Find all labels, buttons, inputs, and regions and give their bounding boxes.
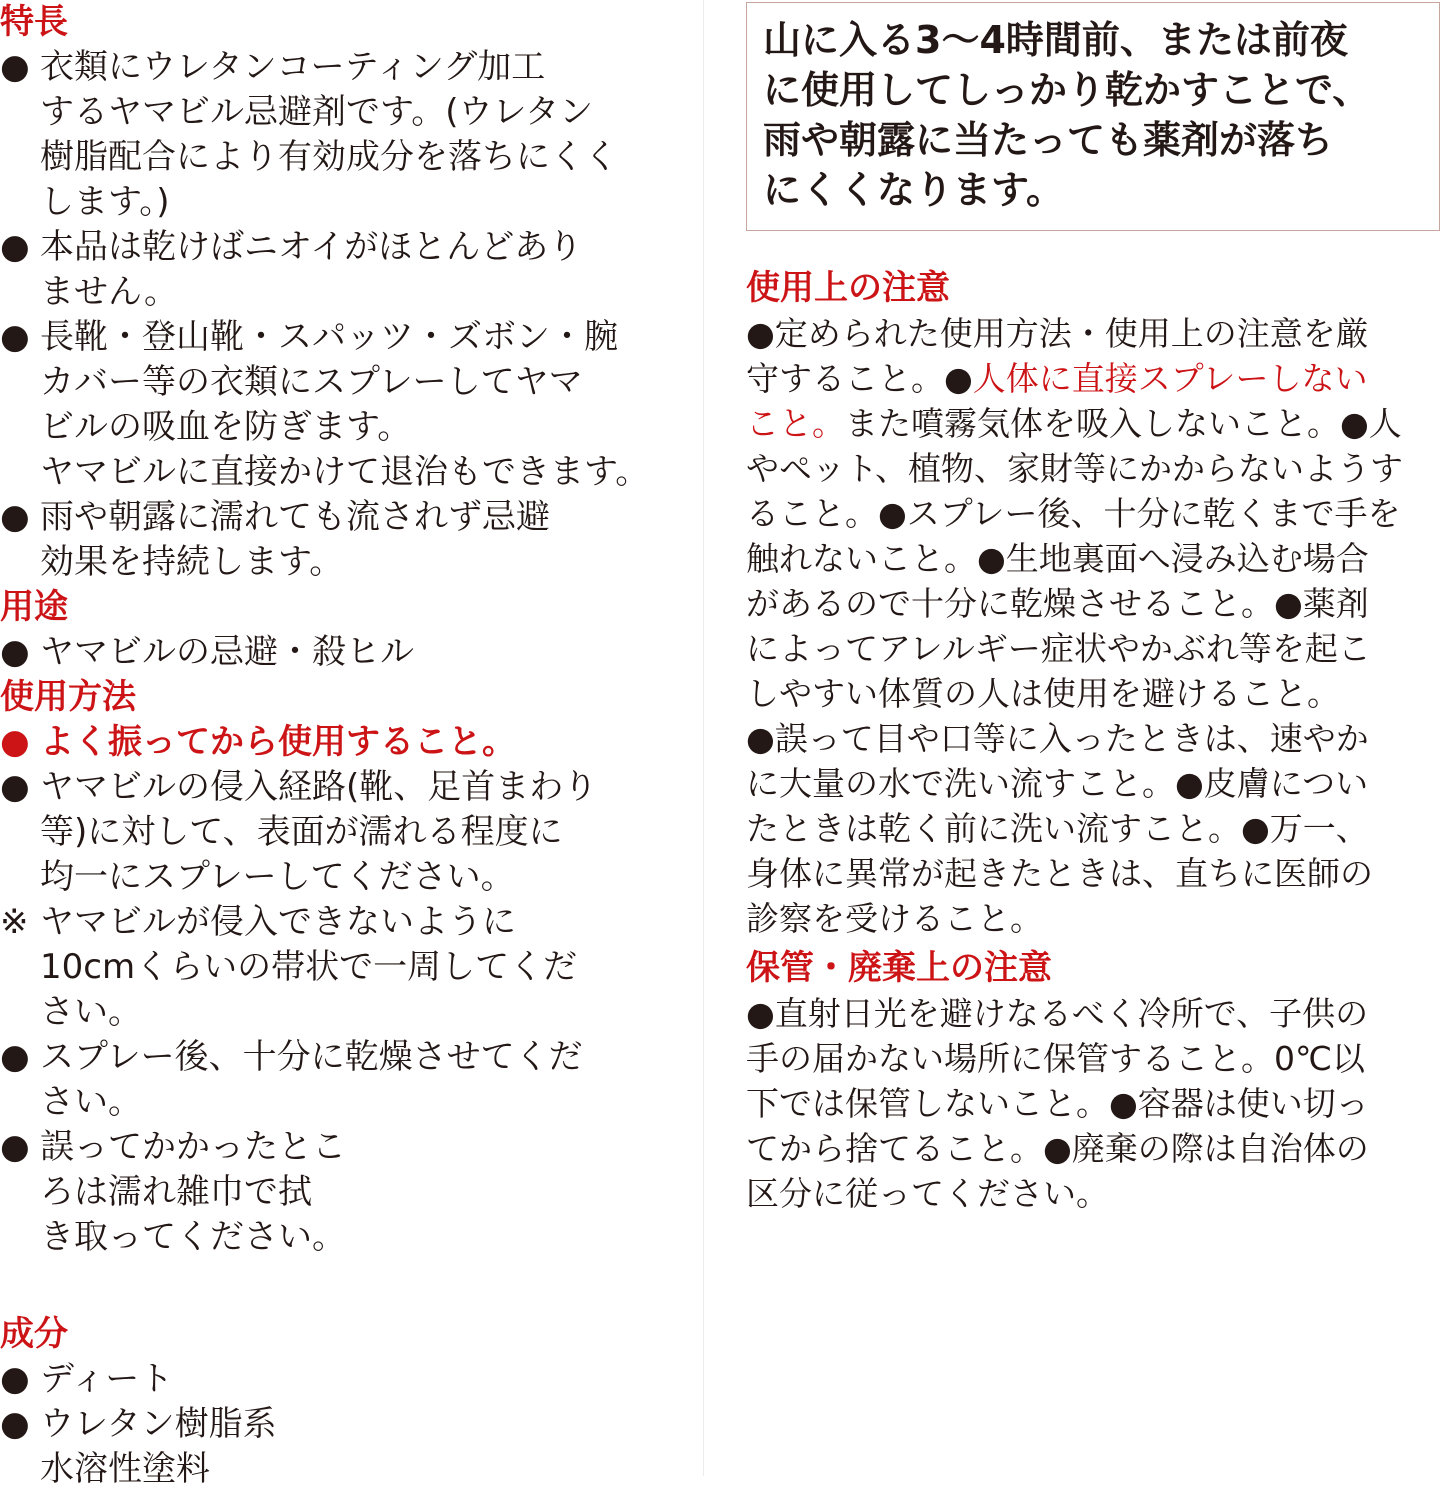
text-line: さい。 — [40, 992, 142, 1032]
text-line: があるので十分に乾燥させること。●薬剤 — [746, 584, 1369, 623]
list-item — [0, 45, 700, 225]
bullet-icon: ● — [0, 722, 30, 762]
section-storage-disposal — [746, 946, 1445, 1216]
list-item — [0, 315, 700, 495]
section-precautions — [746, 266, 1445, 941]
text-line: 雨や朝露に濡れても流されず忌避 — [40, 497, 550, 537]
text-line: ●定められた使用方法・使用上の注意を厳 — [746, 314, 1369, 353]
text-line: 下では保管しないこと。●容器は使い切っ — [746, 1084, 1369, 1123]
text-segment: また噴霧気体を吸入しないこと。●人 — [845, 404, 1402, 443]
text-line: 樹脂配合により有効成分を落ちにくく — [40, 137, 618, 177]
bullet-icon: ● — [0, 1404, 30, 1444]
list-item — [0, 1402, 700, 1492]
notice-line: 山に入る3〜4時間前、または前夜 — [763, 18, 1348, 62]
note-mark-icon: ※ — [0, 902, 29, 942]
text-line: 診察を受けること。 — [746, 899, 1043, 938]
bullet-icon: ● — [0, 1359, 30, 1399]
list-item — [0, 765, 700, 900]
text-line: 手の届かない場所に保管すること。0℃以 — [746, 1039, 1366, 1078]
text-line: 均一にスプレーしてください。 — [40, 857, 515, 897]
bullet-icon: ● — [0, 47, 30, 87]
text-line: 水溶性塗料 — [40, 1449, 210, 1489]
text-line: ろは濡れ雑巾で拭 — [40, 1172, 312, 1212]
text-line: 10cmくらいの帯状で一周してくだ — [40, 947, 578, 987]
notice-box — [746, 2, 1440, 231]
section-ingredients — [0, 1312, 700, 1492]
bullet-icon: ● — [0, 1037, 30, 1077]
section-features — [0, 0, 700, 585]
text-line — [746, 356, 1445, 401]
section-title-usage: 用途 — [0, 587, 68, 627]
bullet-icon: ● — [0, 227, 30, 267]
text-line: しやすい体質の人は使用を避けること。 — [746, 674, 1340, 713]
list-item — [0, 495, 700, 585]
text-line: によってアレルギー症状やかぶれ等を起こ — [746, 629, 1371, 668]
text-line: ディート — [40, 1359, 174, 1399]
section-title-ingredients: 成分 — [0, 1314, 68, 1354]
text-line: カバー等の衣類にスプレーしてヤマ — [40, 362, 583, 402]
text-line: するヤマビル忌避剤です。(ウレタン — [40, 92, 594, 132]
warning-text: 人体に直接スプレーしない — [972, 359, 1368, 398]
text-line: 衣類にウレタンコーティング加工 — [40, 47, 546, 87]
list-item-warning — [0, 720, 700, 765]
text-line: てから捨てること。●廃棄の際は自治体の — [746, 1129, 1369, 1168]
text-line: に大量の水で洗い流すこと。●皮膚につい — [746, 764, 1369, 803]
text-line: 区分に従ってください。 — [746, 1174, 1109, 1213]
left-column — [0, 0, 700, 1492]
text-line: よく振ってから使用すること。 — [40, 722, 516, 762]
section-title-features: 特長 — [0, 2, 68, 42]
text-line: ません。 — [40, 272, 179, 312]
notice-line: にくくなります。 — [763, 168, 1064, 212]
section-usage — [0, 585, 700, 675]
text-line: き取ってください。 — [40, 1217, 346, 1257]
text-line: やペット、植物、家財等にかからないようす — [746, 449, 1404, 488]
text-line: ヤマビルが侵入できないように — [40, 902, 516, 942]
list-item — [0, 1125, 700, 1260]
notice-line: に使用してしっかり乾かすことで、 — [763, 68, 1371, 112]
text-line: ること。●スプレー後、十分に乾くまで手を — [746, 494, 1401, 533]
column-divider — [703, 0, 704, 1476]
bullet-icon: ● — [0, 1127, 30, 1167]
text-line: 本品は乾けばニオイがほとんどあり — [40, 227, 583, 267]
notice-line: 雨や朝露に当たっても薬剤が落ち — [763, 118, 1334, 162]
text-line: ●直射日光を避けなるべく冷所で、子供の — [746, 994, 1369, 1033]
text-line: ビルの吸血を防ぎます。 — [40, 407, 412, 447]
text-line: ウレタン樹脂系 — [40, 1404, 277, 1444]
text-line: 誤ってかかったとこ — [40, 1127, 346, 1167]
text-line: 長靴・登山靴・スパッツ・ズボン・腕 — [40, 317, 618, 357]
text-line — [746, 401, 1445, 446]
text-line: 効果を持続します。 — [40, 542, 344, 582]
text-line: 触れないこと。●生地裏面へ浸み込む場合 — [746, 539, 1369, 578]
section-directions — [0, 675, 700, 1260]
text-line: さい。 — [40, 1082, 142, 1122]
list-item — [0, 225, 700, 315]
list-item — [0, 1357, 700, 1402]
section-title-precautions: 使用上の注意 — [746, 268, 950, 308]
warning-text: こと。 — [746, 404, 845, 443]
text-line: 身体に異常が起きたときは、直ちに医師の — [746, 854, 1373, 893]
bullet-icon: ● — [0, 767, 30, 807]
text-line: ヤマビルに直接かけて退治もできます。 — [40, 452, 650, 492]
text-line: たときは乾く前に洗い流すこと。●万一、 — [746, 809, 1369, 848]
section-title-storage: 保管・廃棄上の注意 — [746, 948, 1052, 988]
text-line: ヤマビルの侵入経路(靴、足首まわり — [40, 767, 598, 807]
text-segment: 守すること。● — [746, 359, 973, 398]
text-line: ●誤って目や口等に入ったときは、速やか — [746, 719, 1369, 758]
bullet-icon: ● — [0, 632, 30, 672]
text-line: します。) — [40, 182, 170, 222]
list-item — [0, 630, 700, 675]
list-item — [0, 1035, 700, 1125]
text-line: ヤマビルの忌避・殺ヒル — [40, 632, 414, 672]
text-line: スプレー後、十分に乾燥させてくだ — [40, 1037, 583, 1077]
bullet-icon: ● — [0, 317, 30, 357]
list-item — [0, 900, 700, 1035]
section-title-directions: 使用方法 — [0, 677, 136, 717]
text-line: 等)に対して、表面が濡れる程度に — [40, 812, 563, 852]
bullet-icon: ● — [0, 497, 30, 537]
